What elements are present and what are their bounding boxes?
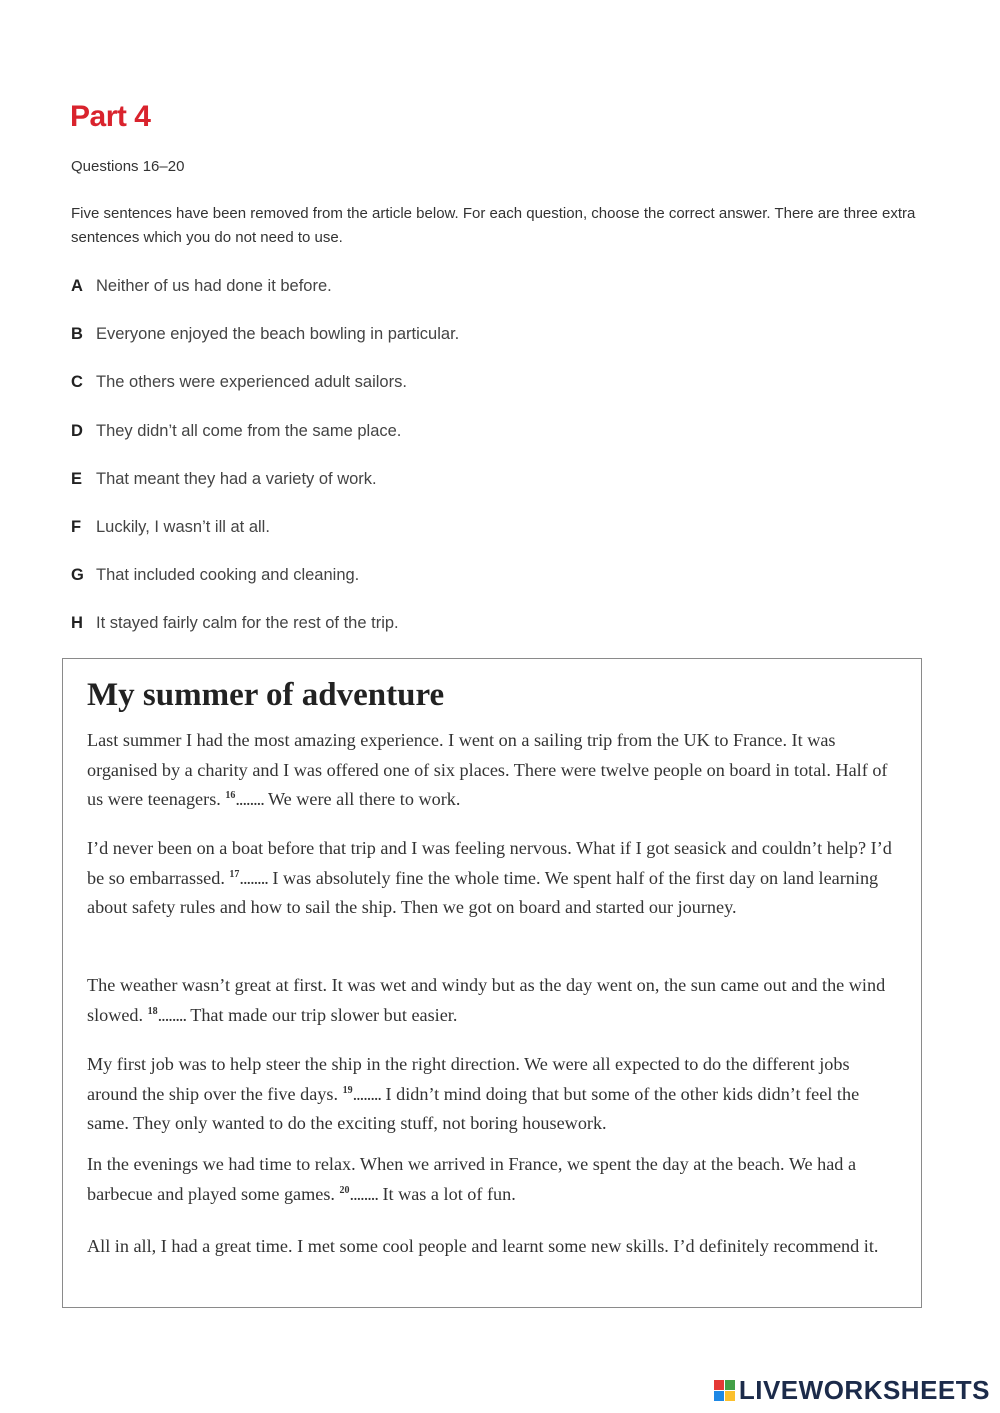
option-letter: E (71, 469, 83, 488)
option-letter: A (71, 277, 83, 295)
article-title: My summer of adventure (87, 677, 445, 713)
article-paragraph (87, 1150, 897, 1209)
option-text: That meant they had a variety of work. (96, 469, 377, 488)
instructions: Five sentences have been removed from the article below. For each question, choose the correct answer. There are three extra sentences which you do not need to use. (71, 205, 916, 246)
options-list (71, 274, 771, 660)
paragraph-text: My first job was to help steer the ship in the right direction. We were all expected to do the different jobs around the ship over the five days. (87, 1054, 850, 1104)
paragraph-text: In the evenings we had time to relax. When we arrived in France, we spent the day at the beach. We had a barbecue and played some games. (87, 1154, 857, 1204)
gap-number: 19 (342, 1084, 353, 1096)
option-letter: B (71, 325, 83, 344)
gap-blank[interactable]: ........ (352, 1083, 381, 1104)
gap-blank[interactable]: ........ (235, 789, 264, 809)
option-item (71, 322, 771, 370)
logo-square (714, 1380, 724, 1390)
brand-logo-icon (714, 1380, 735, 1401)
gap-blank[interactable]: ........ (349, 1183, 378, 1204)
paragraph-text: All in all, I had a great time. I met some cool people and learnt some new skills. I’d definitely recommend it. (87, 1236, 879, 1256)
paragraph-text: I was absolutely fine the whole time. We spent half of the first day on land learning about safety rules and how to sail the ship. Then we got on board and started our journey. (87, 867, 879, 917)
option-letter: D (71, 421, 83, 440)
paragraph-text: Last summer I had the most amazing experience. I went on a sailing trip from the UK to France. It was organised by a charity and I was offered one of six places. There were twelve people on board in total. Half of us were teenagers. (87, 730, 888, 809)
option-text: Everyone enjoyed the beach bowling in particular. (96, 325, 460, 344)
option-item (71, 274, 771, 322)
article-box (62, 658, 922, 1308)
option-item (71, 515, 771, 563)
gap-blank[interactable]: ........ (239, 867, 268, 888)
logo-square (725, 1391, 735, 1401)
gap-number: 18 (147, 1005, 158, 1017)
paragraph-text: It was a lot of fun. (377, 1183, 516, 1204)
logo-square (714, 1391, 724, 1401)
paragraph-text: The weather wasn’t great at first. It was wet and windy but as the day went on, the sun came out and the wind slowed. (87, 975, 886, 1025)
liveworksheets-brand (714, 1375, 990, 1406)
paragraph-text: We were all there to work. (263, 789, 461, 809)
option-item (71, 467, 771, 515)
option-letter: F (71, 517, 82, 536)
option-item (71, 611, 771, 659)
option-letter: C (71, 373, 83, 392)
option-text: Neither of us had done it before. (96, 277, 332, 295)
gap-number: 16 (225, 789, 236, 801)
gap-number: 17 (229, 868, 240, 880)
questions-range: Questions 16–20 (71, 158, 185, 175)
paragraph-text: That made our trip slower but easier. (186, 1004, 458, 1025)
paragraph-text: I didn’t mind doing that but some of the other kids didn’t feel the same. They only wanted to do the exciting stuff, not boring housework. (87, 1083, 860, 1133)
option-text: The others were experienced adult sailors. (96, 373, 407, 392)
option-letter: G (71, 566, 84, 585)
option-letter: H (71, 614, 83, 633)
paragraph-text: I’d never been on a boat before that trip and I was feeling nervous. What if I got seasick and couldn’t help? I’d be so embarrassed. (87, 838, 892, 888)
option-text: It stayed fairly calm for the rest of the trip. (96, 614, 399, 633)
option-item (71, 563, 771, 611)
logo-square (725, 1380, 735, 1390)
article-paragraph (87, 1050, 897, 1139)
option-item (71, 419, 771, 467)
article-paragraph (87, 1232, 897, 1262)
option-text: Luckily, I wasn’t ill at all. (96, 517, 270, 536)
article-paragraph (87, 726, 897, 815)
option-text: That included cooking and cleaning. (96, 566, 360, 585)
option-item (71, 370, 771, 418)
article-paragraph (87, 834, 897, 923)
part-title: Part 4 (70, 100, 151, 133)
article-paragraph (87, 971, 897, 1030)
gap-blank[interactable]: ........ (157, 1004, 186, 1025)
gap-number: 20 (339, 1184, 350, 1196)
brand-name: LIVEWORKSHEETS (738, 1375, 990, 1405)
option-text: They didn’t all come from the same place. (96, 421, 402, 440)
